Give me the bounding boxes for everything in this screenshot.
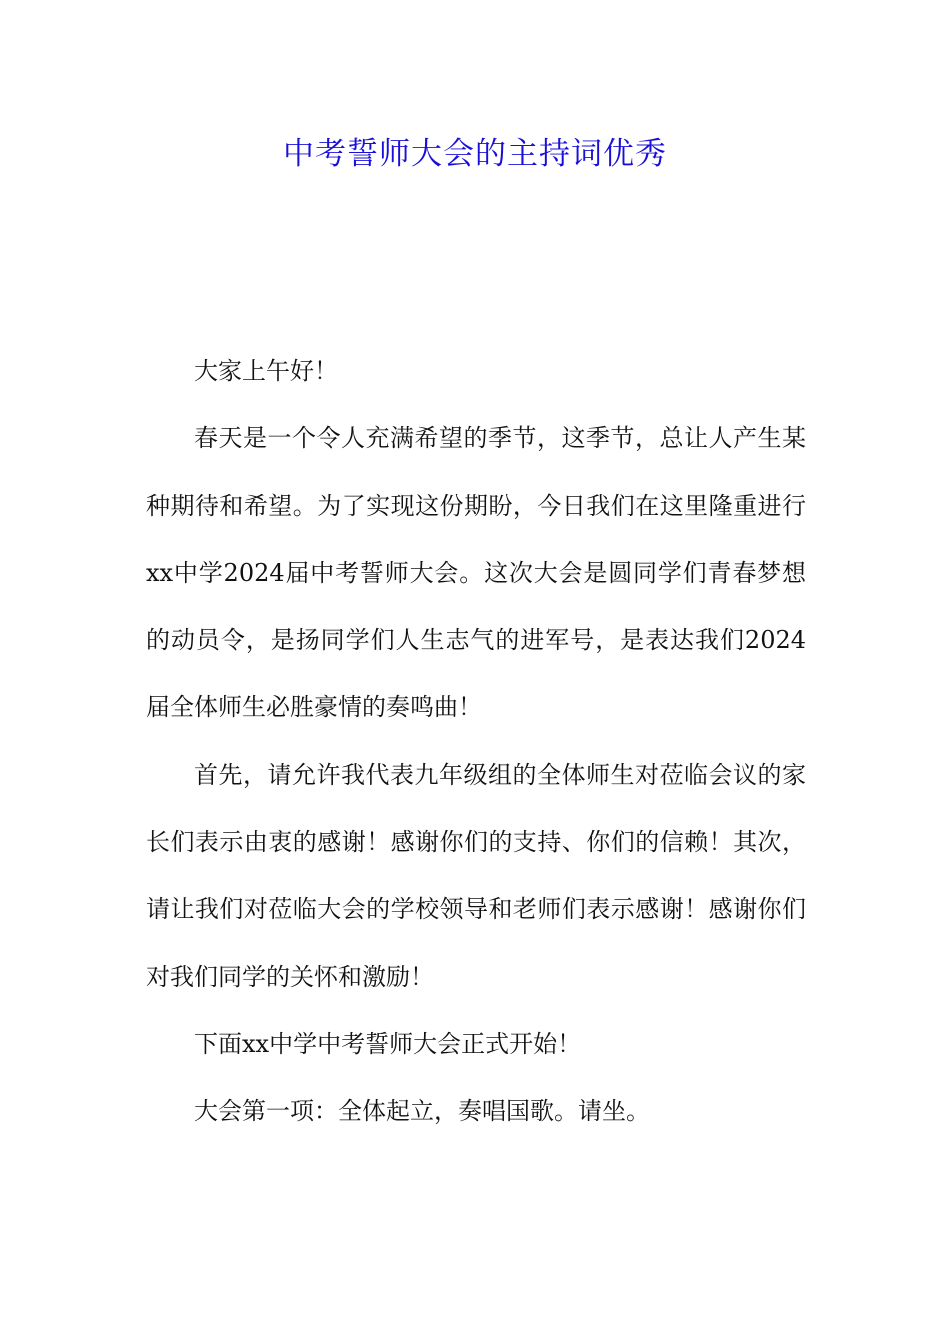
paragraph-thanks: 首先，请允许我代表九年级组的全体师生对莅临会议的家长们表示由衷的感谢！感谢你们的支持、你们的信赖！其次，请让我们对莅临大会的学校领导和老师们表示感谢！感谢你们对我们同学的关怀和激励！ xyxy=(146,760,806,991)
paragraph-greeting: 大家上午好！ xyxy=(194,357,338,385)
document-title: 中考誓师大会的主持词优秀 xyxy=(283,136,667,172)
paragraph-first-item: 大会第一项：全体起立，奏唱国歌。请坐。 xyxy=(194,1097,650,1126)
paragraph-spring: 春天是一个令人充满希望的季节，这季节，总让人产生某种期待和希望。为了实现这份期盼，今日我们在这里隆重进行xx中学2024届中考誓师大会。这次大会是圆同学们青春梦想的动员令，是扬同学们人生志气的进军号，是表达我们2024届全体师生必胜豪情的奏鸣曲！ xyxy=(146,424,806,722)
document-body xyxy=(146,338,806,1146)
paragraph-opening: 下面xx中学中考誓师大会正式开始！ xyxy=(194,1029,582,1058)
